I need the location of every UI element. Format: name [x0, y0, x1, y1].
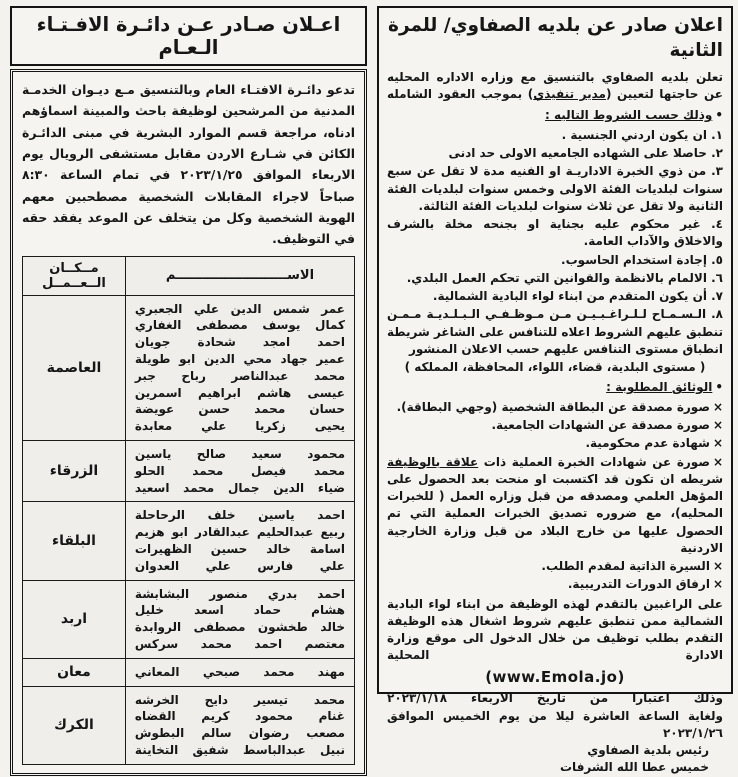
- candidate-name: معتصم احمد محمد سركس: [134, 636, 345, 651]
- candidate-name: محمد عبدالناصر رباح جبر: [134, 368, 345, 383]
- names-cell: [125, 580, 354, 658]
- candidate-name: ربيع عبدالحليم عبدالقادر ابو هزيم: [134, 525, 345, 540]
- website-url: (www.Emola.jo): [485, 667, 625, 686]
- x-marker-icon: ×: [712, 417, 723, 432]
- candidate-name: عيسى هاشم ابراهيم اسمرين: [134, 385, 345, 400]
- workplace-cell: البلقاء: [23, 502, 126, 580]
- candidate-name: اسامة خالد حسين الظهيرات: [134, 541, 345, 556]
- document-item: [387, 454, 723, 558]
- names-cell: [125, 686, 354, 764]
- candidate-name: حسان محمد حسن عويضة: [134, 402, 345, 417]
- documents-list: [387, 399, 723, 594]
- apply-paragraph: على الراغبين بالتقدم لهذه الوظيفة من ابناء لواء البادية الشمالية ممن تنطبق عليهم شروط اشغال هذه الوظيفة التقدم بطلب توظيف من خلال الدخول الى موقع وزارة الادارة المحلية: [387, 596, 723, 663]
- x-marker-icon: ×: [712, 577, 723, 592]
- table-row: [23, 658, 355, 686]
- iftaa-body: [10, 69, 367, 776]
- document-item: [387, 576, 723, 593]
- conditions-list: [387, 127, 723, 377]
- workplace-cell: الزرقاء: [23, 441, 126, 502]
- names-cell: [125, 441, 354, 502]
- workplace-cell: معان: [23, 658, 126, 686]
- condition-item: ١. ان يكون اردني الجنسية .: [561, 127, 723, 142]
- candidate-name: هشام حماد اسعد خليل: [134, 603, 345, 618]
- x-marker-icon: ×: [712, 399, 723, 414]
- x-marker-icon: ×: [712, 559, 723, 574]
- condition-note: ( مستوى البلدية، قضاء، اللواء، المحافظة، المملكه ): [404, 360, 706, 375]
- bullet-icon: •: [715, 108, 723, 123]
- signature-title: رئيس بلدية الصفاوي: [587, 743, 709, 758]
- iftaa-title: اعـلان صـادر عـن دائـرة الافـتـاء الـعـام: [10, 6, 367, 66]
- document-item: [387, 399, 723, 416]
- document-text: صورة عن شهادات الخبرة العملية ذات: [478, 454, 710, 469]
- document-text: شهادة عدم محكومية.: [585, 436, 710, 451]
- document-text: ارفاق الدورات التدريبية.: [567, 577, 710, 592]
- candidate-name: احمد امجد شحادة جويان: [134, 335, 345, 350]
- workplace-cell: العاصمة: [23, 295, 126, 440]
- candidate-name: نبيل عبدالباسط شفيق التخاينة: [134, 742, 345, 757]
- document-text-highlight: علاقة بالوظيفة: [387, 454, 479, 469]
- condition-item: ٦. الالمام بالانظمة والقوانين التي تحكم العمل البلدي.: [406, 270, 723, 285]
- name-column-header: الاســـــــــــــــــــــــــم: [125, 256, 354, 295]
- names-cell: [125, 295, 354, 440]
- x-marker-icon: ×: [712, 454, 723, 469]
- x-marker-icon: ×: [712, 436, 723, 451]
- names-cell: [125, 502, 354, 580]
- candidate-name: احمد بدري منصور البشابشة: [134, 586, 345, 601]
- condition-item: ٤. غير محكوم عليه بجناية او بجنحه مخلة بالشرف والاخلاق والآداب العامة.: [387, 217, 723, 249]
- candidate-name: عمر شمس الدين علي الجعبري: [134, 301, 345, 316]
- safawi-intro: [387, 69, 723, 104]
- candidate-name: مصعب رضوان سالم البطوش: [134, 726, 345, 741]
- candidate-name: علي فارس علي العدوان: [134, 558, 345, 573]
- document-text: السيرة الذاتية لمقدم الطلب.: [541, 559, 710, 574]
- document-item: [387, 417, 723, 434]
- document-text: شريطه ان تكون قد اكتسبت او منحت بعد الحصول على المؤهل العلمي ومصدقه من قبل وزاره العمل ( للخبرات المحليه)، مع ضروره تصديق الخبرات العملية التي تم الحصول عليها من خارج البلاد من قبل وزارة الخارجية الاردنية: [387, 471, 723, 555]
- candidate-name: محمد فيصل محمد الحلو: [134, 463, 345, 478]
- candidate-name: خالد طخشون مصطفى الروابدة: [134, 620, 345, 635]
- candidate-name: يحيى زكريا علي معابدة: [134, 419, 345, 434]
- iftaa-intro: تدعو دائـرة الافتـاء العام وبالتنسيق مـع ديـوان الخدمـة المدنية من المرشحين لوظيفة باحث والمبينة اسماؤهم ادناه، مراجعة قسم الموارد البشرية في مبنى الدائـرة الكائن في شـارع الاردن مقابل مستشفى الرويال يوم الاربعاء الموافق ٢٠٢٣/١/٢٥ في تمام الساعة ٨:٣٠ صباحاً لاجراء المقابلات الشخصية مصطحبين معهم الهوية الشخصية وكل من يتخلف عن الموعد يفقد حقه في التوظيف.: [22, 82, 355, 247]
- candidate-name: عمير جهاد محي الدين ابو طويلة: [134, 352, 345, 367]
- condition-item: ٣. من ذوي الخبرة الاداريـة او الفنيه مدة لا تقل عن سبع سنوات لبلديات الفئة الاولى وخمس سنوات لبلديات الفئة الثانية ولا تقل عن ثلاث سنوات لبلديات الفئة الثالثة.: [387, 164, 723, 213]
- candidate-name: كمال يوسف مصطفى الغفاري: [134, 318, 345, 333]
- table-row: [23, 502, 355, 580]
- table-header-row: [23, 256, 355, 295]
- table-row: [23, 686, 355, 764]
- table-row: [23, 295, 355, 440]
- candidate-name: غنام محمود كريم القضاه: [134, 709, 345, 724]
- iftaa-announcement: [10, 6, 367, 757]
- condition-item: ٧. أن يكون المتقدم من ابناء لواء البادية الشمالية.: [432, 289, 723, 304]
- candidate-name: ضياء الدين جمال محمد اسعيد: [134, 480, 345, 495]
- date-line-2: ولغاية الساعة العاشرة ليلا من يوم الخميس الموافق ٢٠٢٣/١/٢٦: [387, 708, 723, 740]
- table-row: [23, 580, 355, 658]
- names-cell: [125, 658, 354, 686]
- safawi-title: اعلان صادر عن بلديه الصفاوي/ للمرة الثانية: [388, 15, 723, 61]
- condition-item: ٢. حاصلا على الشهاده الجامعيه الاولى حد ادنى: [448, 146, 723, 160]
- safawi-announcement: [377, 6, 733, 775]
- table-row: [23, 441, 355, 502]
- workplace-cell: الكرك: [23, 686, 126, 764]
- candidate-name: مهند محمد صبحي المعاني: [134, 664, 345, 679]
- intro-after: ) بموجب العقود الشامله: [387, 87, 534, 102]
- date-line-1: وذلك اعتبارا من تاريخ الاربعاء ٢٠٢٣/١/١٨: [387, 691, 723, 706]
- candidate-name: محمود سعيد صالح ياسين: [134, 447, 345, 461]
- location-column-header: مــكــان الــعــمــل: [23, 256, 126, 295]
- candidate-name: محمد تيسير دايح الخرشه: [134, 692, 345, 707]
- document-item: [387, 435, 723, 452]
- website-line: [387, 667, 723, 689]
- intro-before: تعلن بلديه الصفاوي بالتنسيق مع وزاره الاداره المحليه عن حاجتها لتعيين (: [387, 69, 723, 102]
- document-text: صورة مصدقة عن البطاقة الشخصية (وجهي البطاقة).: [396, 399, 710, 414]
- bullet-icon: •: [715, 380, 723, 395]
- candidate-name: احمد ياسين خلف الرحاحلة: [134, 508, 345, 523]
- condition-item: ٨. الـسـمـاح لـلـراغـبـيـن مـن مـوظـفـي الـبـلـديـة مـمـن تنطبق عليهم الشروط اعلاه للتنافس على الشاغر شريطة انطباق مستوى التنافس عليهم حسب الاعلان المنشور: [387, 307, 723, 356]
- intro-highlight: مدير تنفيذي: [533, 87, 606, 102]
- condition-item: ٥. إجادة استخدام الحاسوب.: [561, 252, 723, 267]
- documents-header: •الوثائق المطلوبة :: [606, 380, 723, 395]
- conditions-header: •وذلك حسب الشروط التاليه :: [545, 108, 723, 123]
- candidates-table: [22, 256, 355, 765]
- workplace-cell: اربد: [23, 580, 126, 658]
- document-item: [387, 558, 723, 575]
- document-text: صورة مصدقة عن الشهادات الجامعية.: [491, 417, 710, 432]
- signature-name: خميس عطا الله الشرفات: [560, 760, 709, 775]
